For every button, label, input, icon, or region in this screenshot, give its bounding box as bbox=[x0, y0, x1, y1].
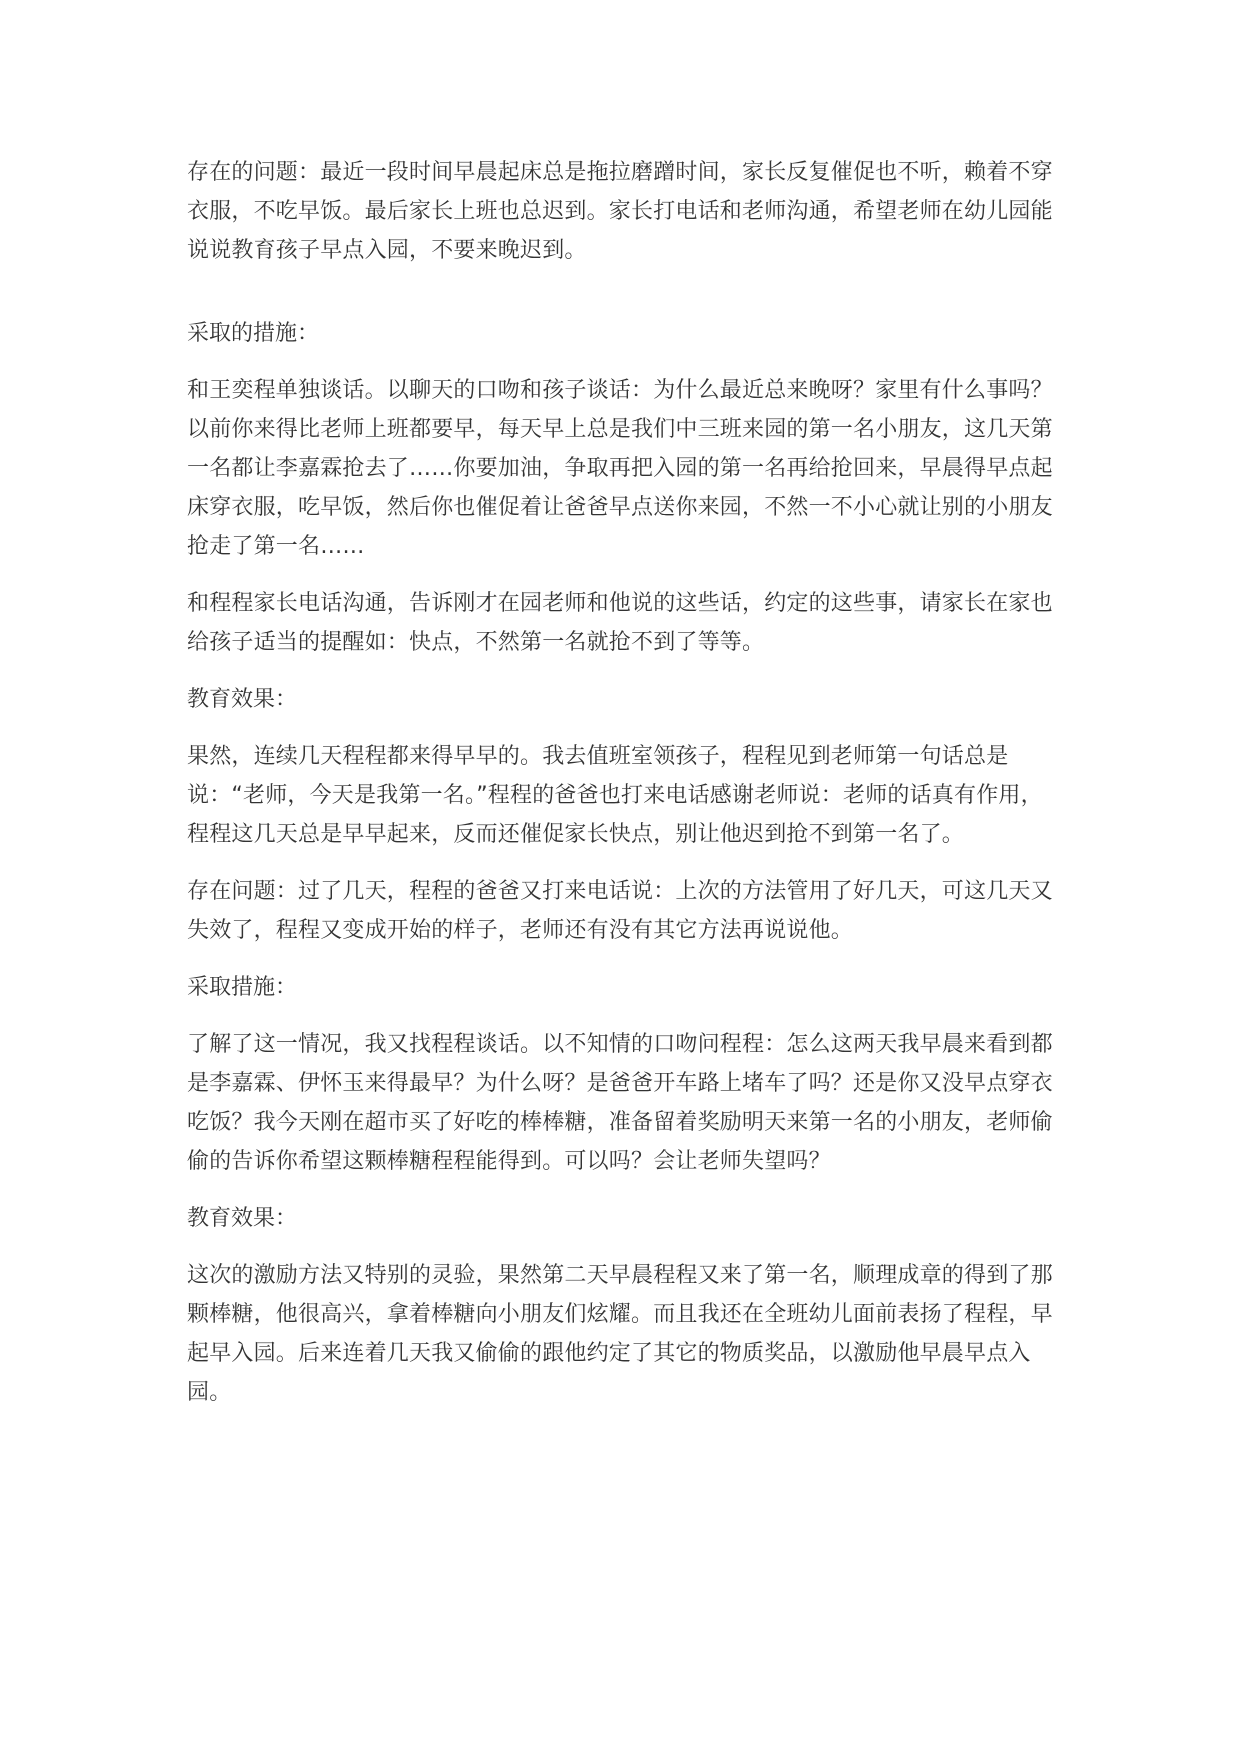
paragraph-second-talk: 了解了这一情况，我又找程程谈话。以不知情的口吻问程程：怎么这两天我早晨来看到都是李嘉霖、伊怀玉来得最早？为什么呀？是爸爸开车路上堵车了吗？还是你又没早点穿衣吃饭？我今天刚在超市买了好吃的棒棒糖，准备留着奖励明天来第一名的小朋友，老师偷偷的告诉你希望这颗棒糖程程能得到。可以吗？会让老师失望吗？ bbox=[187, 1032, 1053, 1174]
paragraph-talk-with-child: 和王奕程单独谈话。以聊天的口吻和孩子谈话：为什么最近总来晚呀？家里有什么事吗？以前你来得比老师上班都要早，每天早上总是我们中三班来园的第一名小朋友，这几天第一名都让李嘉霖抢去了……你要加油，争取再把入园的第一名再给抢回来，早晨得早点起床穿衣服，吃早饭，然后你也催促着让爸爸早点送你来园，不然一不小心就让别的小朋友抢走了第一名…… bbox=[187, 378, 1053, 559]
paragraph-effect-result: 果然，连续几天程程都来得早早的。我去值班室领孩子，程程见到老师第一句话总是说：“老师，今天是我第一名。”程程的爸爸也打来电话感谢老师说：老师的话真有作用，程程这几天总是早早起来，反而还催促家长快点，别让他迟到抢不到第一名了。 bbox=[187, 744, 1043, 847]
paragraph-problem: 存在的问题：最近一段时间早晨起床总是拖拉磨蹭时间，家长反复催促也不听，赖着不穿衣服，不吃早饭。最后家长上班也总迟到。家长打电话和老师沟通，希望老师在幼儿园能说说教育孩子早点入园，不要来晚迟到。 bbox=[187, 160, 1053, 263]
heading-effect: 教育效果： bbox=[187, 687, 298, 712]
heading-measures-2: 采取措施： bbox=[187, 975, 298, 1000]
heading-measures: 采取的措施： bbox=[187, 321, 320, 346]
heading-effect-2: 教育效果： bbox=[187, 1206, 298, 1231]
document-body bbox=[187, 153, 1057, 1430]
paragraph-new-problem: 存在问题：过了几天，程程的爸爸又打来电话说：上次的方法管用了好几天，可这几天又失效了，程程又变成开始的样子，老师还有没有其它方法再说说他。 bbox=[187, 879, 1053, 943]
paragraph-parent-call: 和程程家长电话沟通，告诉刚才在园老师和他说的这些话，约定的这些事，请家长在家也给孩子适当的提醒如：快点，不然第一名就抢不到了等等。 bbox=[187, 591, 1053, 655]
paragraph-incentive-result: 这次的激励方法又特别的灵验，果然第二天早晨程程又来了第一名，顺理成章的得到了那颗棒糖，他很高兴，拿着棒糖向小朋友们炫耀。而且我还在全班幼儿面前表扬了程程，早起早入园。后来连着几天我又偷偷的跟他约定了其它的物质奖品，以激励他早晨早点入园。 bbox=[187, 1263, 1053, 1405]
